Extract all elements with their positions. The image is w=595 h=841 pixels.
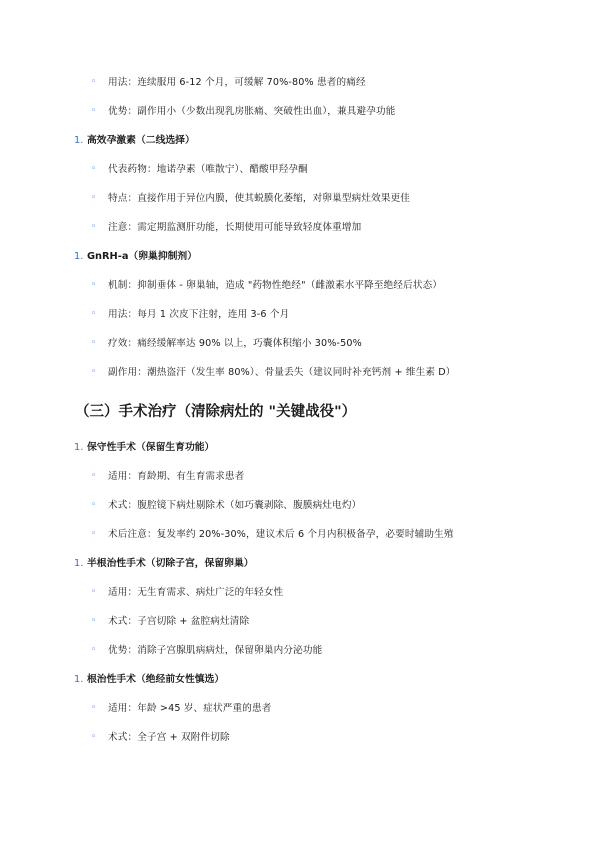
hollow-bullet-icon: ◦ <box>91 193 97 203</box>
list-item-text: 适用：年龄 >45 岁、症状严重的患者 <box>108 703 272 714</box>
list-item-text: 优势：消除子宫腺肌病病灶，保留卵巢内分泌功能 <box>108 645 323 656</box>
list-item-text: 优势：副作用小（少数出现乳房胀痛、突破性出血），兼具避孕功能 <box>108 106 396 117</box>
list-item-text: 用法：每月 1 次皮下注射，连用 3-6 个月 <box>108 309 290 320</box>
list-item-text: 术后注意：复发率约 20%-30%，建议术后 6 个月内积极备孕，必要时辅助生殖 <box>108 529 454 540</box>
numbered-heading-text: 根治性手术（绝经前女性慎选） <box>87 674 225 685</box>
list-item-text: 术式：子宫切除 + 盆腔病灶清除 <box>108 616 250 627</box>
hollow-bullet-icon: ◦ <box>91 645 97 655</box>
hollow-bullet-icon: ◦ <box>91 222 97 232</box>
list-item-text: 术式：全子宫 + 双附件切除 <box>108 732 230 743</box>
hollow-bullet-icon: ◦ <box>91 587 97 597</box>
hollow-bullet-icon: ◦ <box>91 616 97 626</box>
list-item-text: 特点：直接作用于异位内膜，使其蜕膜化萎缩，对卵巢型病灶效果更佳 <box>108 193 411 204</box>
list-item-text: 机制：抑制垂体 - 卵巢轴，造成 "药物性绝经"（雌激素水平降至绝经后状态） <box>108 280 443 291</box>
list-item-text: 疗效：痛经缓解率达 90% 以上，巧囊体积缩小 30%-50% <box>108 338 362 349</box>
numbered-heading-text: GnRH-a（卵巢抑制剂） <box>87 251 198 262</box>
list-number: 1. <box>74 251 84 262</box>
hollow-bullet-icon: ◦ <box>91 280 97 290</box>
list-item-text: 用法：连续服用 6-12 个月，可缓解 70%-80% 患者的痛经 <box>108 77 366 88</box>
list-number: 1. <box>74 135 84 146</box>
hollow-bullet-icon: ◦ <box>91 367 97 377</box>
list-number: 1. <box>74 558 84 569</box>
hollow-bullet-icon: ◦ <box>91 471 97 481</box>
hollow-bullet-icon: ◦ <box>91 164 97 174</box>
hollow-bullet-icon: ◦ <box>91 500 97 510</box>
numbered-heading-text: 半根治性手术（切除子宫，保留卵巢） <box>87 558 254 569</box>
hollow-bullet-icon: ◦ <box>91 703 97 713</box>
list-number: 1. <box>74 442 84 453</box>
list-item-text: 适用：无生育需求、病灶广泛的年轻女性 <box>108 587 284 598</box>
hollow-bullet-icon: ◦ <box>91 732 97 742</box>
hollow-bullet-icon: ◦ <box>91 77 97 87</box>
list-item-text: 代表药物：地诺孕素（唯散宁）、醋酸甲羟孕酮 <box>108 164 308 175</box>
hollow-bullet-icon: ◦ <box>91 338 97 348</box>
list-item-text: 适用：育龄期、有生育需求患者 <box>108 471 245 482</box>
list-item-text: 术式：腹腔镜下病灶剔除术（如巧囊剥除、腹膜病灶电灼） <box>108 500 362 511</box>
hollow-bullet-icon: ◦ <box>91 106 97 116</box>
numbered-heading-text: 保守性手术（保留生育功能） <box>87 442 215 453</box>
list-number: 1. <box>74 674 84 685</box>
section-heading: （三）手术治疗（清除病灶的 "关键战役"） <box>75 404 357 420</box>
list-item-text: 副作用：潮热盗汗（发生率 80%）、骨量丢失（建议同时补充钙剂 + 维生素 D） <box>108 367 456 378</box>
hollow-bullet-icon: ◦ <box>91 309 97 319</box>
hollow-bullet-icon: ◦ <box>91 529 97 539</box>
numbered-heading-text: 高效孕激素（二线选择） <box>87 135 195 146</box>
list-item-text: 注意：需定期监测肝功能，长期使用可能导致轻度体重增加 <box>108 222 362 233</box>
